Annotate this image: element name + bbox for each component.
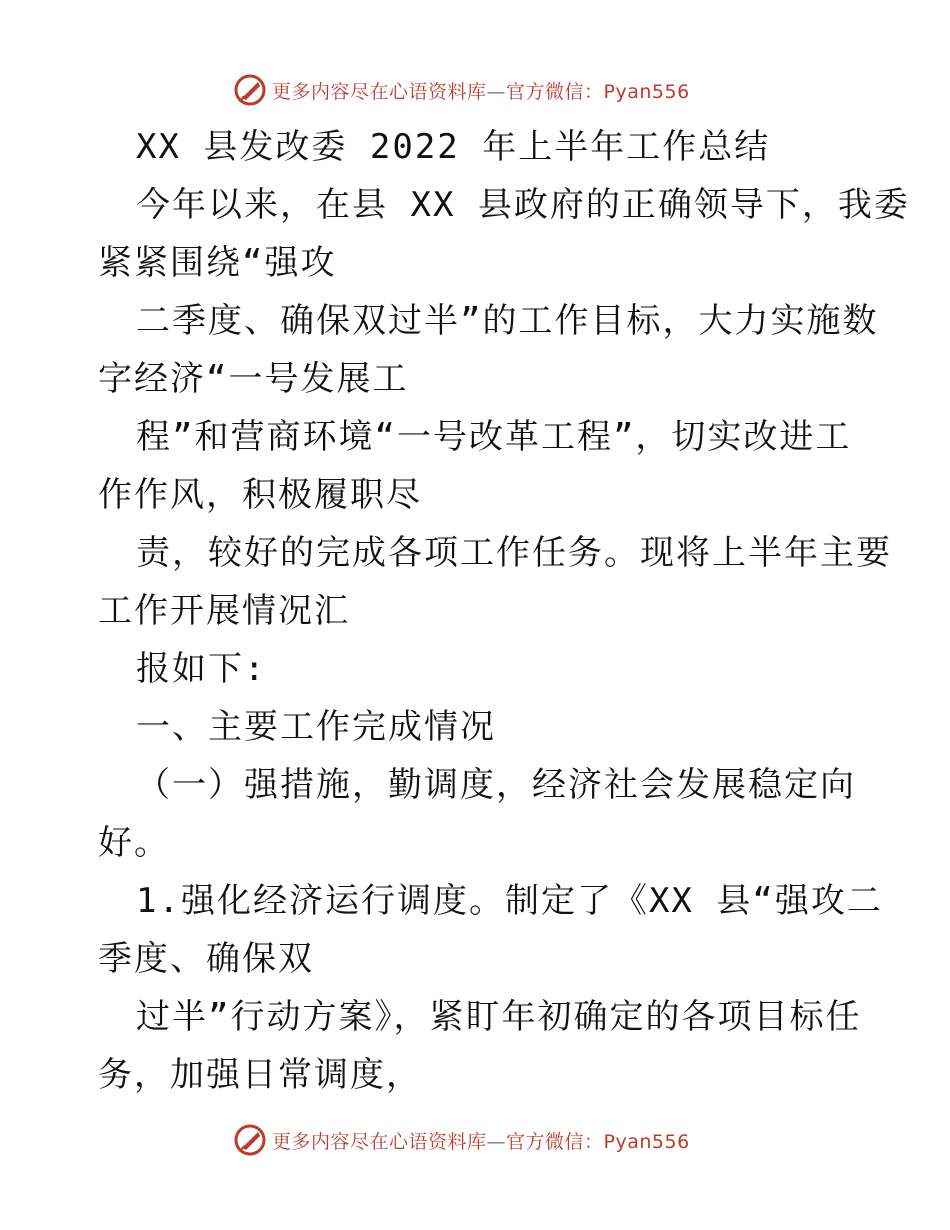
watermark-header (0, 70, 950, 110)
document-line: 责，较好的完成各项工作任务。现将上半年主要 (136, 533, 892, 573)
document-line: 一、主要工作完成情况 (136, 707, 496, 747)
document-line: （一）强措施，勤调度，经济社会发展稳定向 (136, 765, 856, 805)
watermark-footer (0, 1120, 950, 1160)
document-line: 好。 (98, 823, 170, 863)
document-line: 报如下: (136, 649, 267, 689)
quill-logo-icon (232, 1122, 268, 1158)
document-line: 今年以来，在县 XX 县政府的正确领导下，我委 (136, 185, 910, 225)
document-line: 工作开展情况汇 (98, 591, 350, 631)
document-body (98, 118, 910, 1104)
document-line: 过半”行动方案》，紧盯年初确定的各项目标任 (136, 997, 862, 1037)
watermark-text: 更多内容尽在心语资料库—官方微信：Pyan556 (272, 1130, 690, 1153)
document-line: 二季度、确保双过半”的工作目标，大力实施数 (136, 301, 879, 341)
document-line: 字经济“一号发展工 (98, 359, 409, 399)
watermark-text: 更多内容尽在心语资料库—官方微信：Pyan556 (272, 80, 690, 103)
document-line: 紧紧围绕“强攻 (98, 243, 337, 283)
document-line: 务，加强日常调度， (98, 1055, 422, 1095)
document-line: 程”和营商环境“一号改革工程”，切实改进工 (136, 417, 852, 457)
document-line: 季度、确保双 (98, 939, 314, 979)
document-line: 作作风，积极履职尽 (98, 475, 422, 515)
document-title: XX 县发改委 2022 年上半年工作总结 (136, 127, 771, 167)
document-line: 1.强化经济运行调度。制定了《XX 县“强攻二 (136, 881, 883, 921)
quill-logo-icon (232, 72, 268, 108)
